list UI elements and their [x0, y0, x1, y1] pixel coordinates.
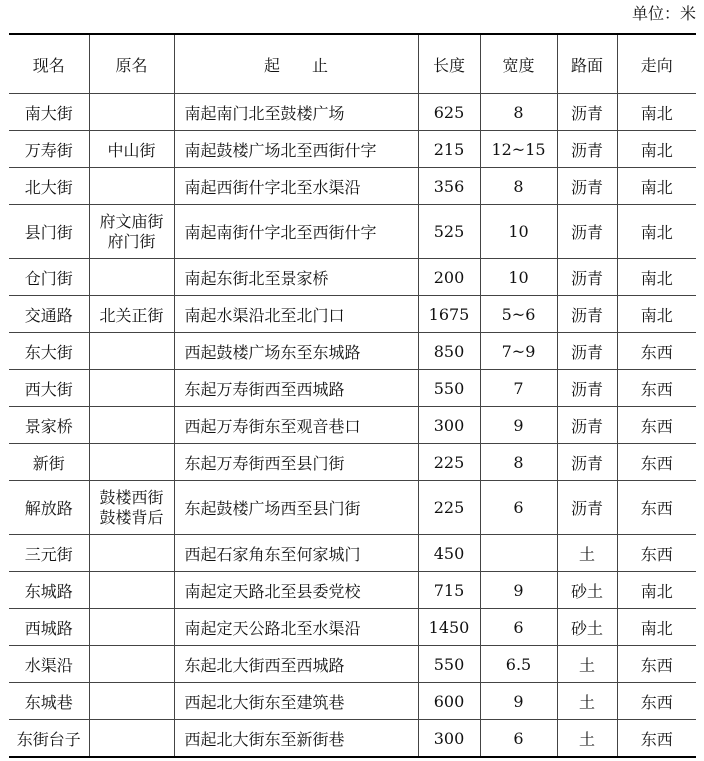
cell-former-name: [89, 407, 174, 444]
cell-direction: 东西: [617, 407, 696, 444]
cell-range: 西起石家角东至何家城门: [174, 535, 418, 572]
cell-surface: 沥青: [557, 333, 617, 370]
header-former-name: 原名: [89, 34, 174, 94]
cell-current-name: 东城路: [9, 572, 89, 609]
cell-range: 南起水渠沿北至北门口: [174, 296, 418, 333]
cell-range: 南起南街什字北至西街什字: [174, 205, 418, 259]
cell-width: 10: [480, 205, 557, 259]
cell-former-name: 鼓楼西街 鼓楼背后: [89, 481, 174, 535]
cell-range: 南起东街北至景家桥: [174, 259, 418, 296]
cell-direction: 南北: [617, 168, 696, 205]
cell-current-name: 西大街: [9, 370, 89, 407]
cell-current-name: 解放路: [9, 481, 89, 535]
streets-table: [9, 33, 696, 758]
cell-surface: 土: [557, 720, 617, 758]
cell-former-name: [89, 259, 174, 296]
cell-length: 450: [418, 535, 480, 572]
header-surface: 路面: [557, 34, 617, 94]
cell-direction: 东西: [617, 646, 696, 683]
cell-surface: 砂土: [557, 572, 617, 609]
cell-current-name: 交通路: [9, 296, 89, 333]
cell-range: 西起万寿街东至观音巷口: [174, 407, 418, 444]
cell-range: 南起鼓楼广场北至西街什字: [174, 131, 418, 168]
table-row: [9, 535, 696, 572]
cell-width: 7: [480, 370, 557, 407]
table-row: [9, 444, 696, 481]
cell-width: 7~9: [480, 333, 557, 370]
cell-length: 200: [418, 259, 480, 296]
table-row: [9, 646, 696, 683]
cell-current-name: 东大街: [9, 333, 89, 370]
cell-current-name: 景家桥: [9, 407, 89, 444]
cell-surface: 沥青: [557, 481, 617, 535]
cell-length: 525: [418, 205, 480, 259]
cell-range: 东起北大街西至西城路: [174, 646, 418, 683]
cell-former-name: [89, 444, 174, 481]
cell-surface: 沥青: [557, 131, 617, 168]
cell-direction: 南北: [617, 205, 696, 259]
cell-width: 9: [480, 572, 557, 609]
cell-range: 东起鼓楼广场西至县门街: [174, 481, 418, 535]
cell-current-name: 三元街: [9, 535, 89, 572]
cell-current-name: 县门街: [9, 205, 89, 259]
cell-direction: 东西: [617, 333, 696, 370]
table-row: [9, 720, 696, 758]
cell-current-name: 仓门街: [9, 259, 89, 296]
cell-former-name: [89, 370, 174, 407]
cell-length: 550: [418, 370, 480, 407]
table-row: [9, 131, 696, 168]
cell-direction: 南北: [617, 572, 696, 609]
table-row: [9, 481, 696, 535]
cell-former-name: 北关正街: [89, 296, 174, 333]
cell-direction: 东西: [617, 444, 696, 481]
cell-range: 南起定天路北至县委党校: [174, 572, 418, 609]
cell-surface: 沥青: [557, 407, 617, 444]
cell-direction: 南北: [617, 259, 696, 296]
cell-surface: 沥青: [557, 259, 617, 296]
cell-width: 6.5: [480, 646, 557, 683]
cell-direction: 东西: [617, 535, 696, 572]
cell-surface: 土: [557, 683, 617, 720]
cell-range: 东起万寿街西至西城路: [174, 370, 418, 407]
cell-width: [480, 535, 557, 572]
cell-surface: 沥青: [557, 370, 617, 407]
cell-surface: 砂土: [557, 609, 617, 646]
cell-direction: 南北: [617, 609, 696, 646]
cell-current-name: 水渠沿: [9, 646, 89, 683]
cell-range: 南起南门北至鼓楼广场: [174, 94, 418, 131]
cell-length: 300: [418, 407, 480, 444]
cell-surface: 土: [557, 535, 617, 572]
cell-surface: 沥青: [557, 94, 617, 131]
cell-length: 225: [418, 481, 480, 535]
cell-direction: 东西: [617, 481, 696, 535]
unit-label: 单位：米: [631, 4, 696, 23]
cell-direction: 东西: [617, 683, 696, 720]
cell-direction: 东西: [617, 370, 696, 407]
cell-current-name: 南大街: [9, 94, 89, 131]
cell-width: 5~6: [480, 296, 557, 333]
cell-range: 西起鼓楼广场东至东城路: [174, 333, 418, 370]
table-row: [9, 259, 696, 296]
cell-width: 9: [480, 683, 557, 720]
cell-range: 西起北大街东至新街巷: [174, 720, 418, 758]
cell-former-name: [89, 720, 174, 758]
cell-former-name: [89, 572, 174, 609]
table-row: [9, 205, 696, 259]
table-row: [9, 407, 696, 444]
cell-surface: 沥青: [557, 205, 617, 259]
cell-former-name: [89, 609, 174, 646]
cell-surface: 沥青: [557, 444, 617, 481]
cell-length: 715: [418, 572, 480, 609]
table-row: [9, 333, 696, 370]
cell-width: 6: [480, 609, 557, 646]
cell-length: 300: [418, 720, 480, 758]
cell-current-name: 东城巷: [9, 683, 89, 720]
table-body: [9, 94, 696, 758]
table-row: [9, 609, 696, 646]
cell-range: 西起北大街东至建筑巷: [174, 683, 418, 720]
cell-current-name: 北大街: [9, 168, 89, 205]
cell-direction: 南北: [617, 296, 696, 333]
cell-former-name: 中山街: [89, 131, 174, 168]
cell-surface: 沥青: [557, 296, 617, 333]
cell-former-name: [89, 646, 174, 683]
cell-range: 东起万寿街西至县门街: [174, 444, 418, 481]
cell-surface: 土: [557, 646, 617, 683]
cell-width: 8: [480, 94, 557, 131]
cell-former-name: 府文庙街 府门街: [89, 205, 174, 259]
cell-direction: 南北: [617, 131, 696, 168]
cell-length: 1450: [418, 609, 480, 646]
header-row: [9, 34, 696, 94]
cell-width: 8: [480, 444, 557, 481]
cell-width: 10: [480, 259, 557, 296]
header-current-name: 现名: [9, 34, 89, 94]
table-row: [9, 572, 696, 609]
cell-current-name: 万寿街: [9, 131, 89, 168]
cell-length: 850: [418, 333, 480, 370]
cell-former-name: [89, 535, 174, 572]
cell-former-name: [89, 333, 174, 370]
cell-current-name: 西城路: [9, 609, 89, 646]
table-row: [9, 94, 696, 131]
cell-width: 12~15: [480, 131, 557, 168]
header-direction: 走向: [617, 34, 696, 94]
table-row: [9, 296, 696, 333]
cell-former-name: [89, 683, 174, 720]
cell-current-name: 新街: [9, 444, 89, 481]
cell-range: 南起定天公路北至水渠沿: [174, 609, 418, 646]
cell-former-name: [89, 168, 174, 205]
table-row: [9, 370, 696, 407]
table-row: [9, 683, 696, 720]
cell-width: 6: [480, 481, 557, 535]
cell-direction: 南北: [617, 94, 696, 131]
cell-former-name: [89, 94, 174, 131]
cell-width: 8: [480, 168, 557, 205]
cell-direction: 东西: [617, 720, 696, 758]
cell-length: 600: [418, 683, 480, 720]
cell-length: 1675: [418, 296, 480, 333]
cell-length: 225: [418, 444, 480, 481]
cell-surface: 沥青: [557, 168, 617, 205]
cell-length: 356: [418, 168, 480, 205]
cell-length: 550: [418, 646, 480, 683]
cell-current-name: 东街台子: [9, 720, 89, 758]
cell-length: 215: [418, 131, 480, 168]
cell-range: 南起西街什字北至水渠沿: [174, 168, 418, 205]
header-width: 宽度: [480, 34, 557, 94]
cell-width: 6: [480, 720, 557, 758]
cell-width: 9: [480, 407, 557, 444]
header-length: 长度: [418, 34, 480, 94]
cell-length: 625: [418, 94, 480, 131]
table-row: [9, 168, 696, 205]
header-range: 起 止: [174, 34, 418, 94]
